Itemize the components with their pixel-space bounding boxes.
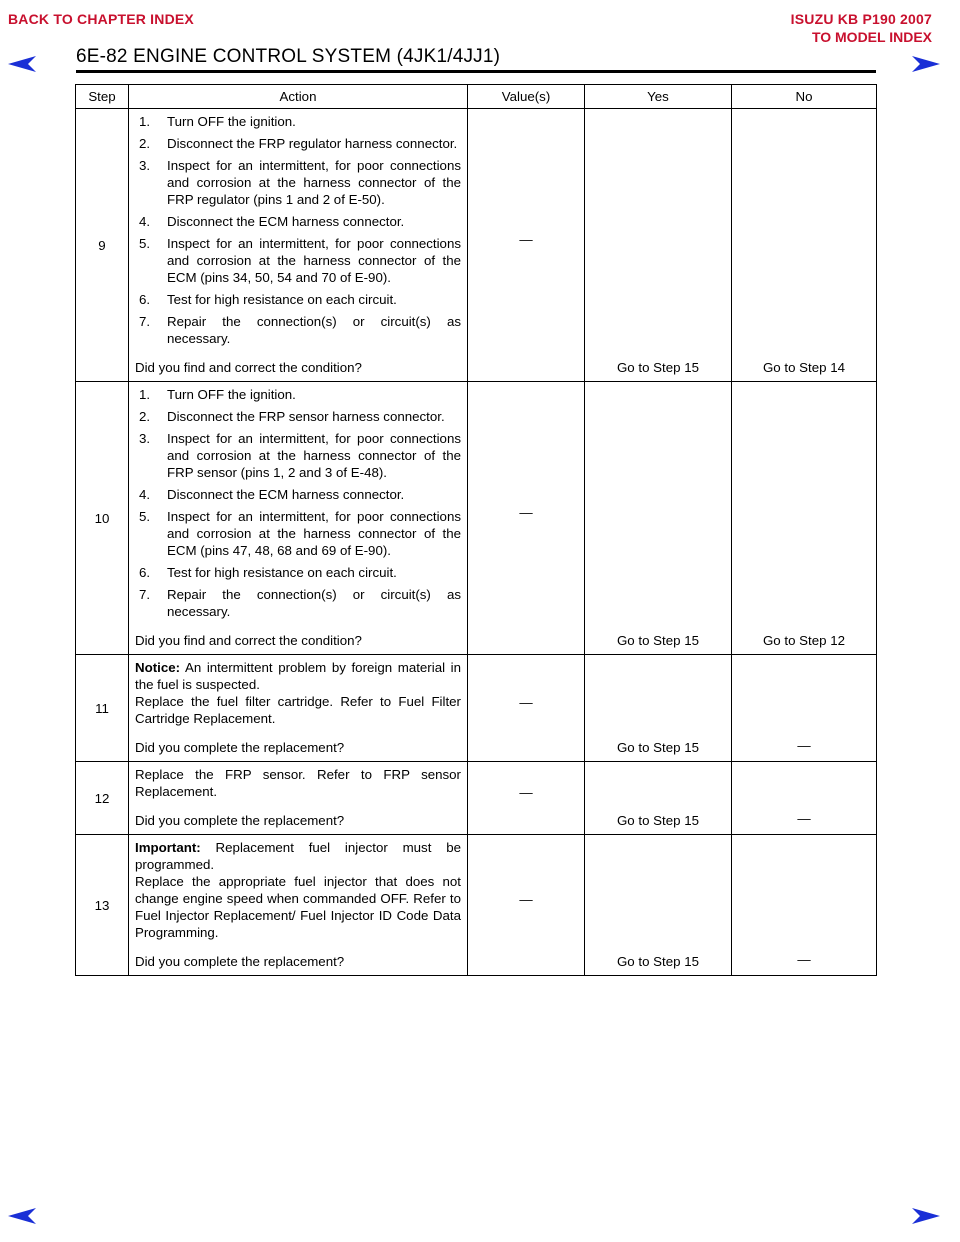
list-item: 2. Disconnect the FRP regulator harness connector.: [139, 136, 458, 151]
value-cell: —: [468, 655, 585, 762]
yes-link[interactable]: Go to Step 15: [585, 382, 732, 655]
no-link[interactable]: Go to Step 14: [732, 109, 877, 382]
action-text: Replace the FRP sensor. Refer to FRP sensor Replacement.: [135, 767, 461, 799]
question-text: Did you complete the replacement?: [135, 813, 345, 828]
table-row: [76, 762, 877, 835]
list-item: 3. Inspect for an intermittent, for poor connections and corrosion at the harness connector of the FRP sensor (pins 1, 2 and 3 of E-48).: [139, 431, 461, 480]
column-header-values: Value(s): [468, 85, 585, 109]
table-header-row: [76, 85, 877, 109]
action-text: Replace the appropriate fuel injector that does not change engine speed when commanded OFF. Refer to Fuel Injector Replacement/ Fuel Injector ID Code Data Programming.: [135, 874, 461, 940]
step-number: 12: [76, 762, 129, 835]
table-row: [76, 655, 877, 762]
list-item: 1. Turn OFF the ignition.: [139, 114, 296, 129]
to-model-index-link[interactable]: TO MODEL INDEX: [811, 29, 932, 45]
question-text: Did you find and correct the condition?: [135, 360, 362, 375]
list-item: 2. Disconnect the FRP sensor harness connector.: [139, 409, 445, 424]
list-item: 6. Test for high resistance on each circuit.: [139, 565, 397, 580]
table-row: [76, 835, 877, 976]
list-item: 1. Turn OFF the ignition.: [139, 387, 296, 402]
question-text: Did you complete the replacement?: [135, 740, 345, 755]
step-number: 13: [76, 835, 129, 976]
value-cell: —: [468, 109, 585, 382]
title-divider: [76, 70, 876, 73]
list-item: 5. Inspect for an intermittent, for poor connections and corrosion at the harness connector of the ECM (pins 34, 50, 54 and 70 of E-90).: [139, 236, 461, 285]
list-item: 6. Test for high resistance on each circuit.: [139, 292, 397, 307]
step-number: 10: [76, 382, 129, 655]
list-item: 5. Inspect for an intermittent, for poor connections and corrosion at the harness connector of the ECM (pins 47, 48, 68 and 69 of E-90).: [139, 509, 461, 558]
no-cell: —: [732, 762, 877, 835]
list-item: 7. Repair the connection(s) or circuit(s) as necessary.: [139, 587, 461, 619]
column-header-action: Action: [129, 85, 468, 109]
action-cell: [129, 762, 468, 835]
table-row: [76, 382, 877, 655]
list-item: 7. Repair the connection(s) or circuit(s) as necessary.: [139, 314, 461, 346]
list-item: 4. Disconnect the ECM harness connector.: [139, 214, 405, 229]
action-cell: [129, 109, 468, 382]
no-link[interactable]: Go to Step 12: [732, 382, 877, 655]
step-number: 9: [76, 109, 129, 382]
notice-text: Notice: An intermittent problem by foreign material in the fuel is suspected.: [135, 660, 461, 692]
value-cell: —: [468, 382, 585, 655]
table-row: [76, 109, 877, 382]
arrow-right-icon[interactable]: [912, 1208, 940, 1224]
yes-link[interactable]: Go to Step 15: [585, 655, 732, 762]
action-list: [135, 386, 461, 620]
no-cell: —: [732, 655, 877, 762]
yes-link[interactable]: Go to Step 15: [585, 762, 732, 835]
value-cell: —: [468, 835, 585, 976]
step-number: 11: [76, 655, 129, 762]
arrow-right-icon[interactable]: [912, 56, 940, 72]
arrow-left-icon[interactable]: [8, 1208, 36, 1224]
page-title: 6E-82 ENGINE CONTROL SYSTEM (4JK1/4JJ1): [76, 46, 501, 67]
column-header-no: No: [732, 85, 877, 109]
back-to-chapter-index-link[interactable]: BACK TO CHAPTER INDEX: [8, 11, 194, 27]
list-item: 3. Inspect for an intermittent, for poor connections and corrosion at the harness connector of the FRP regulator (pins 1 and 2 of E-50).: [139, 158, 461, 207]
action-cell: [129, 835, 468, 976]
action-cell: [129, 382, 468, 655]
action-text: Replace the fuel filter cartridge. Refer to Fuel Filter Cartridge Replacement.: [135, 694, 461, 726]
column-header-step: Step: [76, 85, 129, 109]
arrow-left-icon[interactable]: [8, 56, 36, 72]
yes-link[interactable]: Go to Step 15: [585, 109, 732, 382]
important-text: Important: Replacement fuel injector must be programmed.: [135, 840, 461, 872]
question-text: Did you find and correct the condition?: [135, 633, 362, 648]
question-text: Did you complete the replacement?: [135, 954, 345, 969]
list-item: 4. Disconnect the ECM harness connector.: [139, 487, 405, 502]
no-cell: —: [732, 835, 877, 976]
yes-link[interactable]: Go to Step 15: [585, 835, 732, 976]
diagnostic-table: [75, 84, 877, 976]
value-cell: —: [468, 762, 585, 835]
document-title-link[interactable]: ISUZU KB P190 2007: [790, 11, 932, 27]
column-header-yes: Yes: [585, 85, 732, 109]
action-cell: [129, 655, 468, 762]
action-list: [135, 113, 461, 347]
